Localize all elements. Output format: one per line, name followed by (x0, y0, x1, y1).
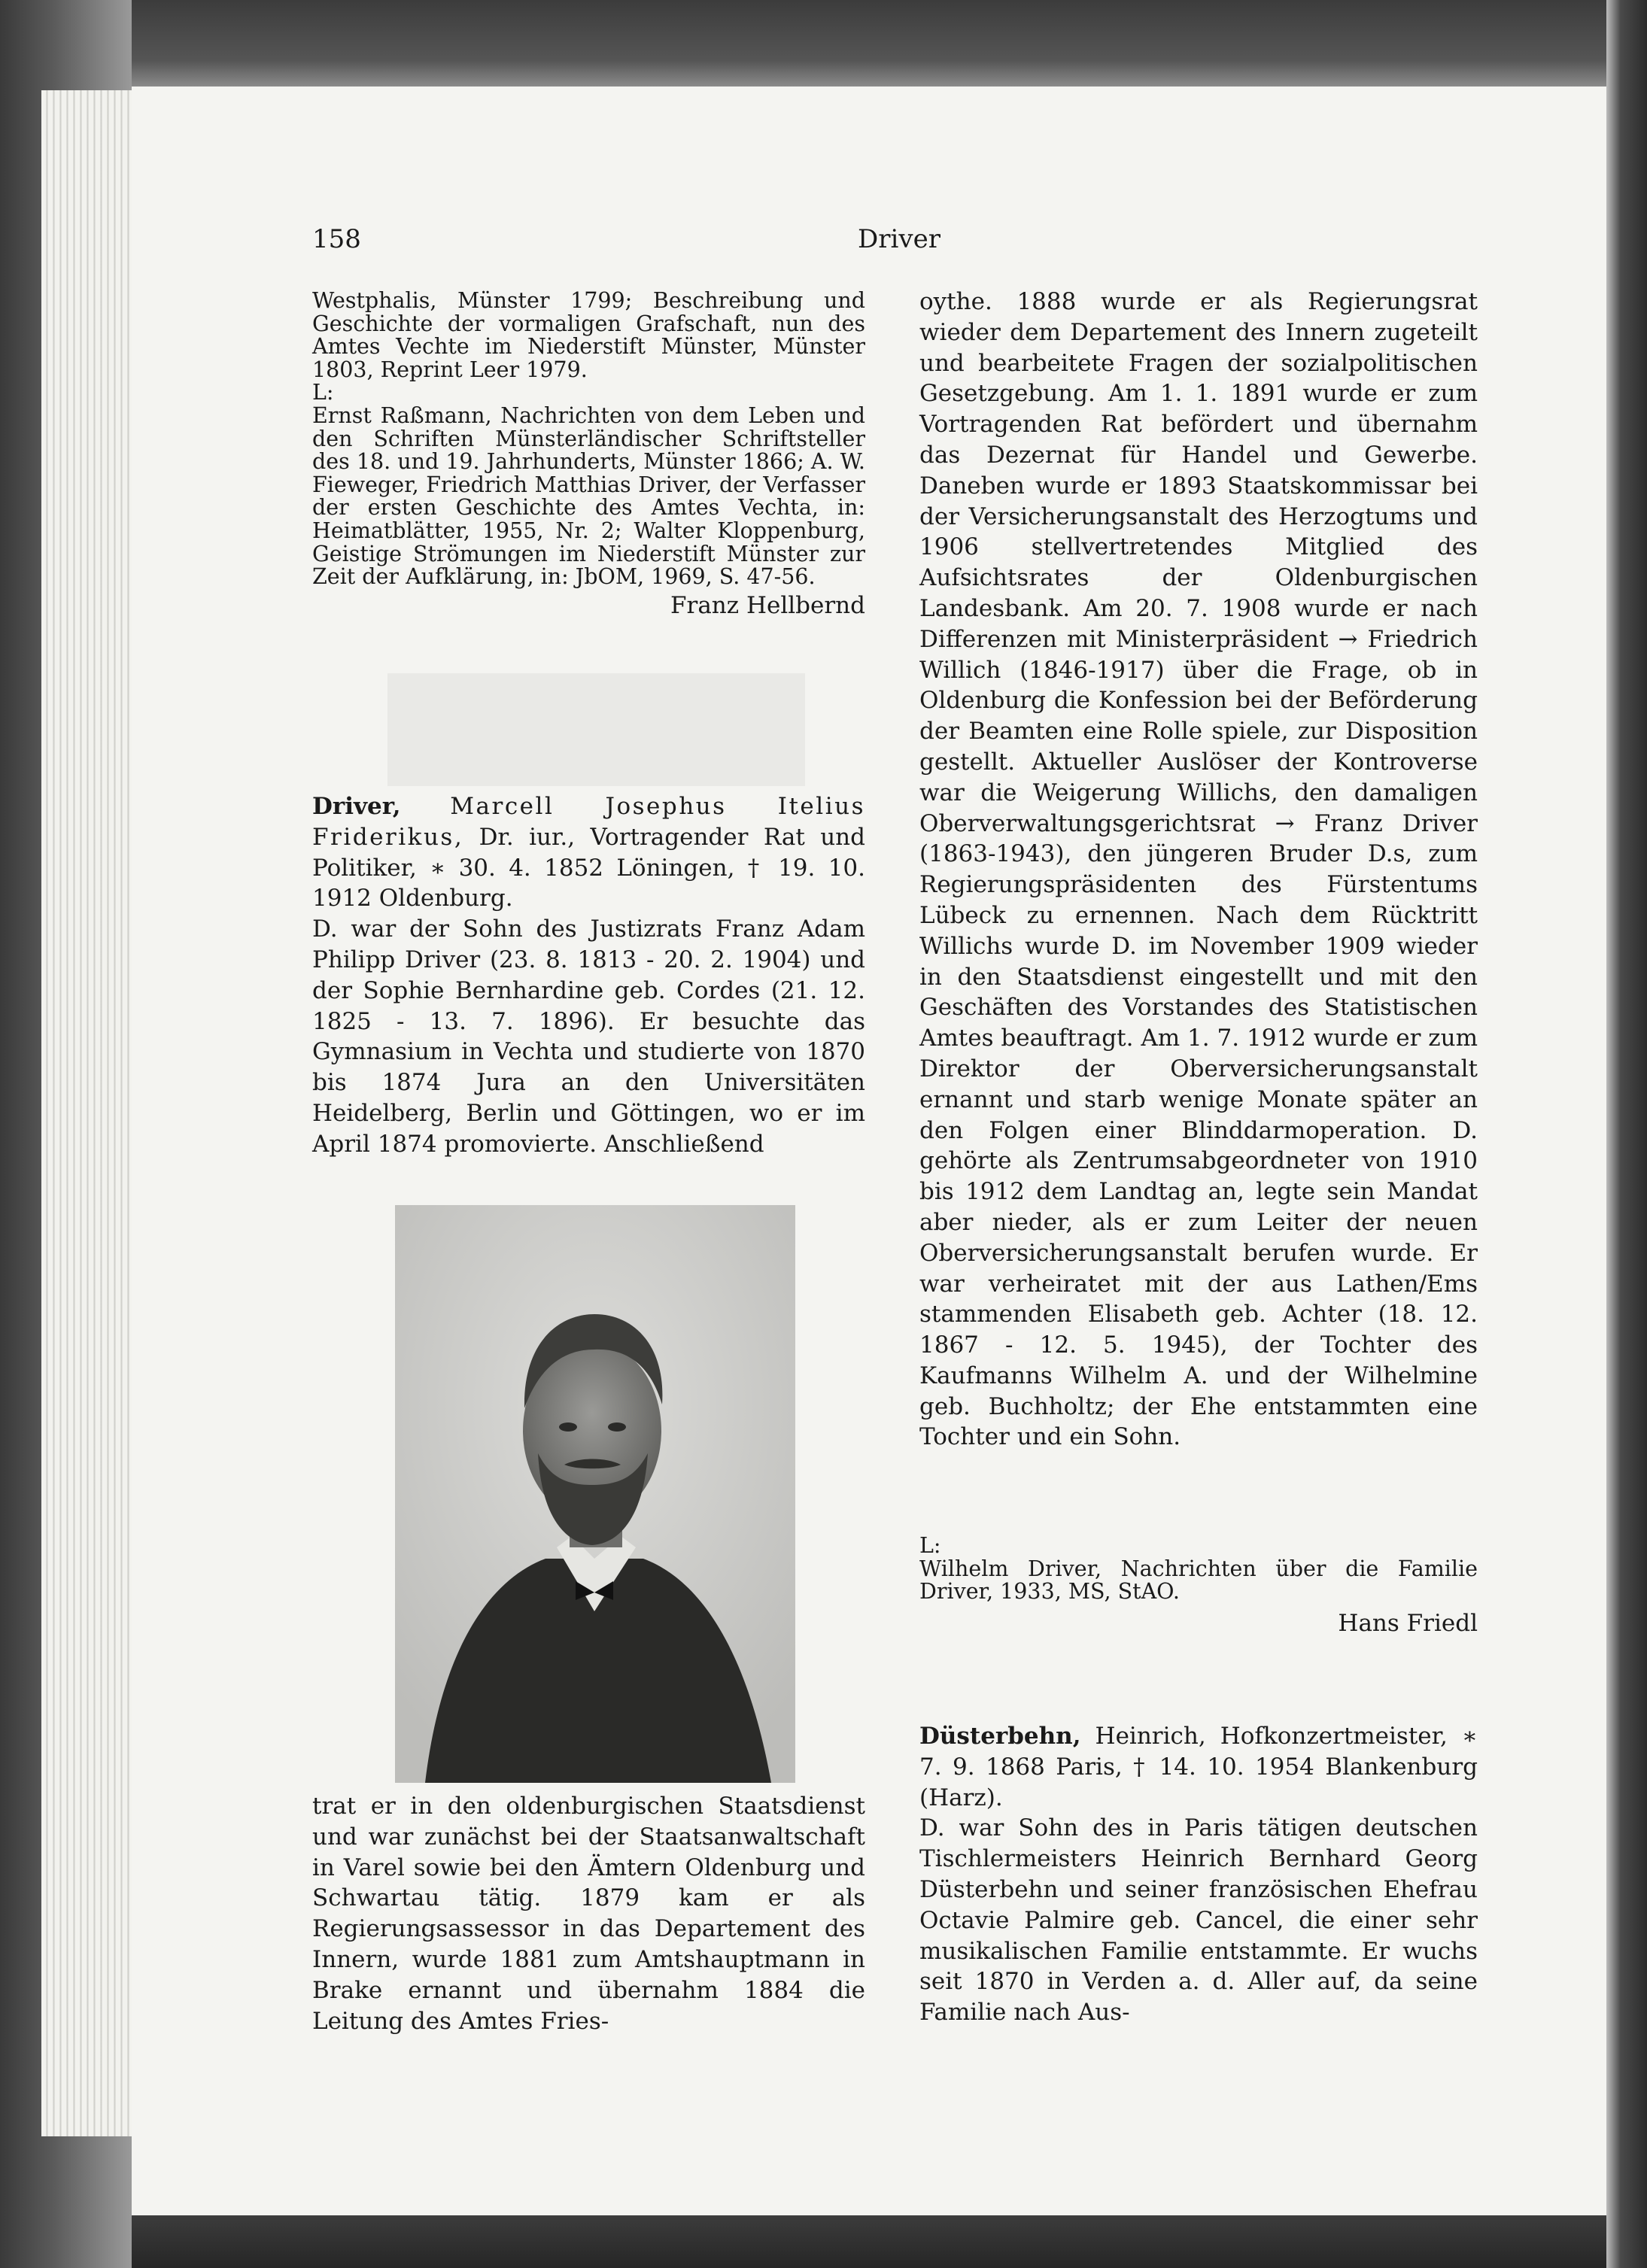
author-signature: Hans Friedl (1338, 1609, 1478, 1637)
author-signature: Franz Hellbernd (670, 591, 865, 619)
entry-continuation (312, 1791, 865, 2036)
reference-text: Ernst Raßmann, Nachrichten von dem Leben und den Schriften Münsterländischer Schriftsteller des 18. und 19. Jahrhunderts, Münster 1866; A. W. Fieweger, Friedrich Matthias Driver, der Verfasser der ersten Geschichte des Amtes Vechta, in: Heimatblätter, 1955, Nr. 2; Walter Kloppenburg, Geistige Strömungen im Niederstift Münster zur Zeit der Aufklärung, in: JbOM, 1969, S. 47-56. (312, 402, 865, 590)
entry-heading (312, 791, 865, 914)
entry-driver (312, 791, 865, 1160)
page-number: 158 (312, 224, 361, 254)
scan-border-right (1606, 0, 1647, 2268)
previous-entry-references (312, 290, 865, 621)
reference-text: Wilhelm Driver, Nachrichten über die Familie Driver, 1933, MS, StAO. (919, 1556, 1478, 1605)
entry-body-right: oythe. 1888 wurde er als Regierungsrat wieder dem Departement des Innern zugeteilt und bearbeitete Fragen der sozialpolitischen Gesetzgebung. Am 1. 1. 1891 wurde er zum Vortragenden Rat befördert und übernahm das Dezernat für Handel und Gewerbe. Daneben wurde er 1893 Staatskommissar bei der Versicherungsanstalt des Herzogtums und 1906 stellvertretendes Mitglied des Aufsichtsrates der Oldenburgischen Landesbank. Am 20. 7. 1908 wurde er nach Differenzen mit Ministerpräsident → Friedrich Willich (1846-1917) über die Frage, ob in Oldenburg die Konfession bei der Beförderung der Beamten eine Rolle spiele, zur Disposition gestellt. Aktueller Auslöser der Kontroverse war die Weigerung Willichs, den damaligen Oberverwaltungsgerichtsrat → Franz Driver (1863-1943), den jüngeren Bruder D.s, zum Regierungspräsidenten des Fürstentums Lübeck zu ernennen. Nach dem Rücktritt Willichs wurde D. im November 1909 wieder in den Staatsdienst eingestellt und mit den Geschäften des Vorstandes des Statistischen Amtes beauftragt. Am 1. 7. 1912 wurde er zum Direktor der Oberversicherungsanstalt ernannt und starb wenige Monate später an den Folgen einer Blinddarmoperation. D. gehörte als Zentrumsabgeordneter von 1910 bis 1912 dem Landtag an, legte sein Mandat aber nieder, als er zum Leiter der neuen Oberversicherungsanstalt berufen wurde. Er war verheiratet mit der aus Lathen/Ems stammenden Elisabeth geb. Achter (18. 12. 1867 - 12. 5. 1945), der Tochter des Kaufmanns Wilhelm A. und der Wilhelmine geb. Buchholtz; der Ehe entstammten eine Tochter und ein Sohn. (919, 288, 1478, 1451)
entry-duesterbehn (919, 1721, 1478, 2028)
entry-body: D. war der Sohn des Justizrats Franz Adam Philipp Driver (23. 8. 1813 - 20. 2. 1904) und der Sophie Bernhardine geb. Cordes (21. 12. 1825 - 13. 7. 1896). Er besuchte das Gymnasium in Vechta und studierte von 1870 bis 1874 Jura an den Universitäten Heidelberg, Berlin und Göttingen, wo er im April 1874 promovierte. Anschließend (312, 915, 865, 1158)
entry-body-continued: trat er in den oldenburgischen Staatsdienst und war zunächst bei der Staatsanwaltschaft in Varel sowie bei den Ämtern Oldenburg und Schwartau tätig. 1879 kam er als Regierungsassessor in das Departement des Innern, wurde 1881 zum Amtshauptmann in Brake ernannt und übernahm 1884 die Leitung des Amtes Fries- (312, 1793, 865, 2035)
reference-text: Westphalis, Münster 1799; Beschreibung und Geschichte der vormaligen Grafschaft, nun des Amtes Vechte im Niederstift Münster, Münster 1803, Reprint Leer 1979. (312, 288, 865, 382)
entry-heading-details: Dr. iur., Vortragender Rat und Politiker, ∗ 30. 4. 1852 Löningen, † 19. 10. 1912 Oldenburg. (312, 823, 865, 912)
page-edges (41, 90, 135, 2136)
references-label: L: (919, 1533, 941, 1558)
entry-heading (919, 1721, 1478, 1813)
show-through-shadow (387, 673, 805, 786)
entry-given-names: Marcell Josephus Itelius Friderikus, (312, 793, 865, 851)
running-header (312, 224, 1486, 262)
entry-lemma: Düsterbehn, (919, 1723, 1081, 1750)
driver-references (919, 1535, 1478, 1638)
running-title: Driver (858, 224, 940, 254)
entry-heading-details: Heinrich, Hofkonzertmeister, ∗ 7. 9. 1868 Paris, † 14. 10. 1954 Blankenburg (Harz). (919, 1723, 1478, 1811)
entry-body: D. war Sohn des in Paris tätigen deutschen Tischlermeisters Heinrich Bernhard Georg Düsterbehn und seiner französischen Ehefrau Octavie Palmire geb. Cancel, die einer sehr musikalischen Familie entstammte. Er wuchs seit 1870 in Verden a. d. Aller auf, da seine Familie nach Aus- (919, 1814, 1478, 2027)
scan-border-top (132, 0, 1606, 87)
portrait-photo (395, 1205, 795, 1783)
portrait-illustration (395, 1205, 795, 1783)
right-column (919, 287, 1478, 1453)
scan-border-bottom (132, 2215, 1606, 2268)
references-label: L: (312, 380, 334, 405)
entry-lemma: Driver, (312, 793, 401, 820)
